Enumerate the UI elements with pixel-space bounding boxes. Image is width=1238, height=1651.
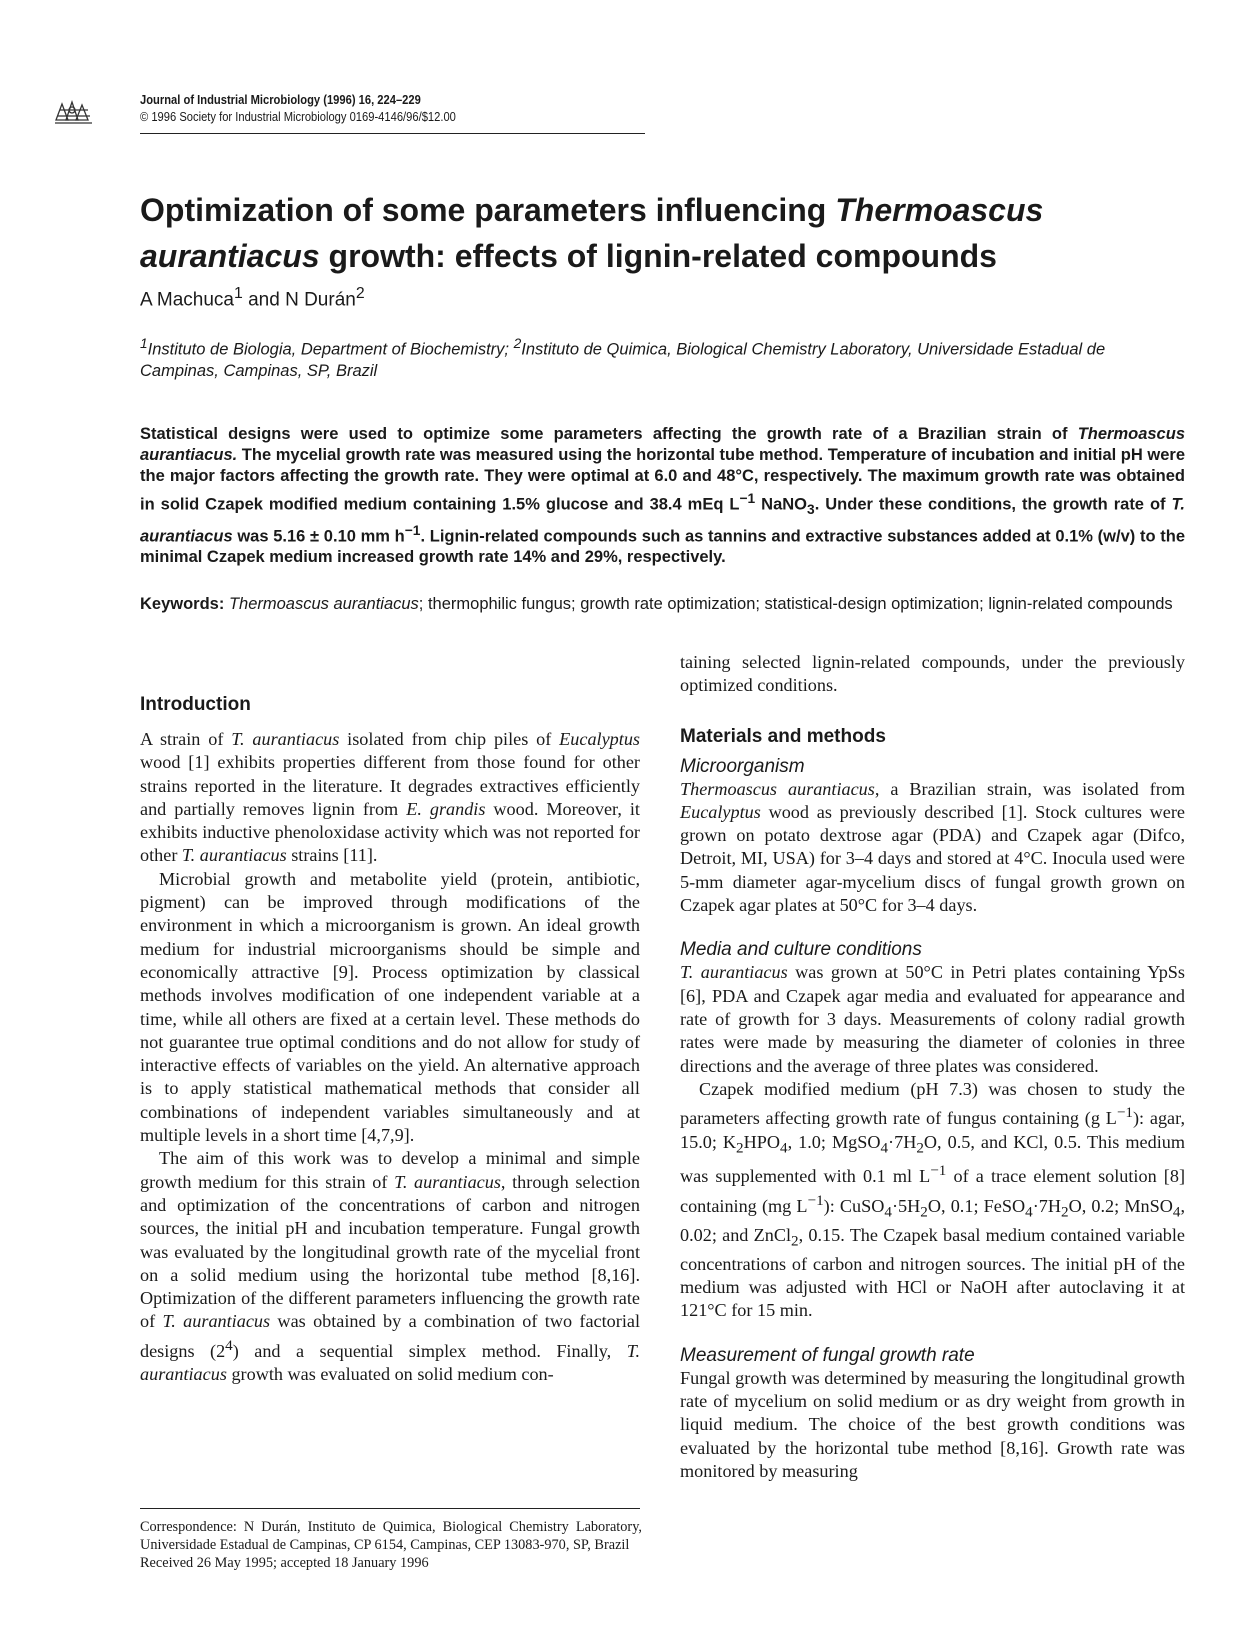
right-column [680, 652, 1186, 1483]
paragraph: Fungal growth was determined by measuring the longitudinal growth rate of mycelium on solid medium or as dry weight from growth in liquid medium. The choice of the best growth conditions was evaluated by the horizontal tube method [8,16]. Growth rate was monitored by measuring [680, 1367, 1185, 1481]
paragraph: taining selected lignin-related compounds, under the previously optimized conditions. [680, 652, 1185, 696]
affiliations: $^1$Instituto de Biologia, Department of Biochemistry; $^2$Instituto de Quimica, Biological Chemistry Laboratory, Universidade Estadual de Campinas, Campinas, SP, Brazil [140, 336, 1106, 380]
abstract: Statistical designs were used to optimize some parameters affecting the growth rate of a Brazilian strain of Thermoascus aurantiacus. The mycelial growth rate was measured using the horizontal tube method. Temperature of incubation and initial pH were the major factors affecting the growth rate. They were optimal at 6.0 and 48°C, respectively. The maximum growth rate was obtained in solid Czapek modified medium containing 1.5% glucose and 38.4 mEq $L^{-1}$ NaNO$_3$. Under these conditions, the growth rate of T. aurantiacus was 5.16 ± 0.10 mm $h^{-1}$. Lignin-related compounds such as tannins and extractive substances added at 0.1% (w/v) to the minimal Czapek medium increased growth rate 14% and 29%, respectively. [140, 425, 1185, 567]
footnote-divider [140, 1508, 640, 1509]
paragraph: The aim of this work was to develop a minimal and simple growth medium for this strain of T. aurantiacus, through selection and optimization of the concentrations of carbon and nitrogen sources, the initial pH and incubation temperature. Fungal growth was evaluated by the longitudinal growth rate of the mycelial front on a solid medium using the horizontal tube method [8,16]. Optimization of the different parameters influencing the growth rate of T. aurantiacus was obtained by a combination of two factorial designs $(2^4)$ and a sequential simplex method. Finally, T. aurantiacus growth was evaluated on solid medium con- [140, 1148, 640, 1385]
author-2: N Durán [285, 289, 356, 311]
footnote [140, 1518, 642, 1572]
paragraph: A strain of T. aurantiacus isolated from chip piles of Eucalyptus wood [1] exhibits properties different from those found for other strains reported in the literature. It degrades extractives efficiently and partially removes lignin from E. grandis wood. Moreover, it exhibits inductive phenoloxidase activity which was not reported for other T. aurantiacus strains [11]. [140, 729, 640, 866]
paragraph: Czapek modified medium (pH 7.3) was chosen to study the parameters affecting growth rate of fungus containing (g $L^{-1}$): agar, 15.0; $K_2HPO_4$, 1.0; $MgSO_4\cdot 7H_2O$, 0.5, and KCl, 0.5. This medium was supplemented with 0.1 ml $L^{-1}$ of a trace element solution [8] containing (mg $L^{-1}$): $CuSO_4\cdot 5H_2O$, 0.1; $FeSO_4\cdot 7H_2O$, 0.2; MnSO$_4$, 0.02; and ZnCl$_2$, 0.15. The Czapek basal medium contained variable concentrations of carbon and nitrogen sources. The initial pH of the medium was adjusted with HCl or NaOH after autoclaving it at 121°C for 15 min. [680, 1078, 1186, 1321]
journal-header [140, 91, 640, 125]
subsection-heading-measurement: Measurement of fungal growth rate [680, 1344, 975, 1366]
paper-title: Optimization of some parameters influencing Thermoascus aurantiacus growth: effects of lignin-related compounds [140, 192, 1044, 274]
keywords: Keywords: Thermoascus aurantiacus; thermophilic fungus; growth rate optimization; statistical-design optimization; lignin-related compounds [140, 595, 1173, 613]
left-column [140, 694, 640, 1386]
section-heading-introduction: Introduction [140, 694, 251, 715]
journal-copyright: © 1996 Society for Industrial Microbiology 0169-4146/96/$12.00 [140, 109, 456, 124]
paragraph: Thermoascus aurantiacus, a Brazilian strain, was isolated from Eucalyptus wood as previously described [1]. Stock cultures were grown on potato dextrose agar (PDA) and Czapek agar (Difco, Detroit, MI, USA) for 3–4 days and stored at 4°C. Inocula used were 5-mm diameter agar-mycelium discs of fungal growth grown on Czapek agar plates at 50°C for 3–4 days. [680, 778, 1185, 916]
received-date: Received 26 May 1995; accepted 18 January 1996 [140, 1555, 429, 1571]
authors: A Machuca$^1$ and N Durán$^2$ [140, 285, 365, 311]
author-1: A Machuca [140, 289, 234, 311]
paragraph: Microbial growth and metabolite yield (protein, antibiotic, pigment) can be improved through modifications of the environment in which a microorganism is grown. An ideal growth medium for industrial microorganisms should be simple and economically attractive [9]. Process optimization by classical methods involves modification of one independent variable at a time, while all others are fixed at a certain level. These methods do not guarantee true optimal conditions and do not allow for study of interactive effects of variables on the yield. An alternative approach is to apply statistical mathematical methods that consider all combinations of independent variables simultaneously and at multiple levels in a short time [4,7,9]. [140, 868, 640, 1146]
subsection-heading-media: Media and culture conditions [680, 939, 922, 961]
section-heading-materials: Materials and methods [680, 725, 886, 747]
subsection-heading-microorganism: Microorganism [680, 755, 805, 777]
publisher-logo-icon [52, 96, 96, 126]
journal-citation: Journal of Industrial Microbiology (1996) 16, 224–229 [140, 92, 421, 107]
header-divider [140, 133, 645, 134]
correspondence: Correspondence: N Durán, Instituto de Quimica, Biological Chemistry Laboratory, Universidade Estadual de Campinas, CP 6154, Campinas, CEP 13083-970, SP, Brazil [140, 1519, 642, 1553]
keywords-label: Keywords: [140, 595, 225, 613]
title-species: Thermoascus [835, 192, 1044, 228]
paragraph: T. aurantiacus was grown at 50°C in Petri plates containing YpSs [6], PDA and Czapek agar media and evaluated for appearance and rate of growth for 3 days. Measurements of colony radial growth rates were made by measuring the diameter of colonies in three directions and the average of three plates was considered. [680, 962, 1185, 1076]
title-species-2: aurantiacus [140, 238, 320, 274]
